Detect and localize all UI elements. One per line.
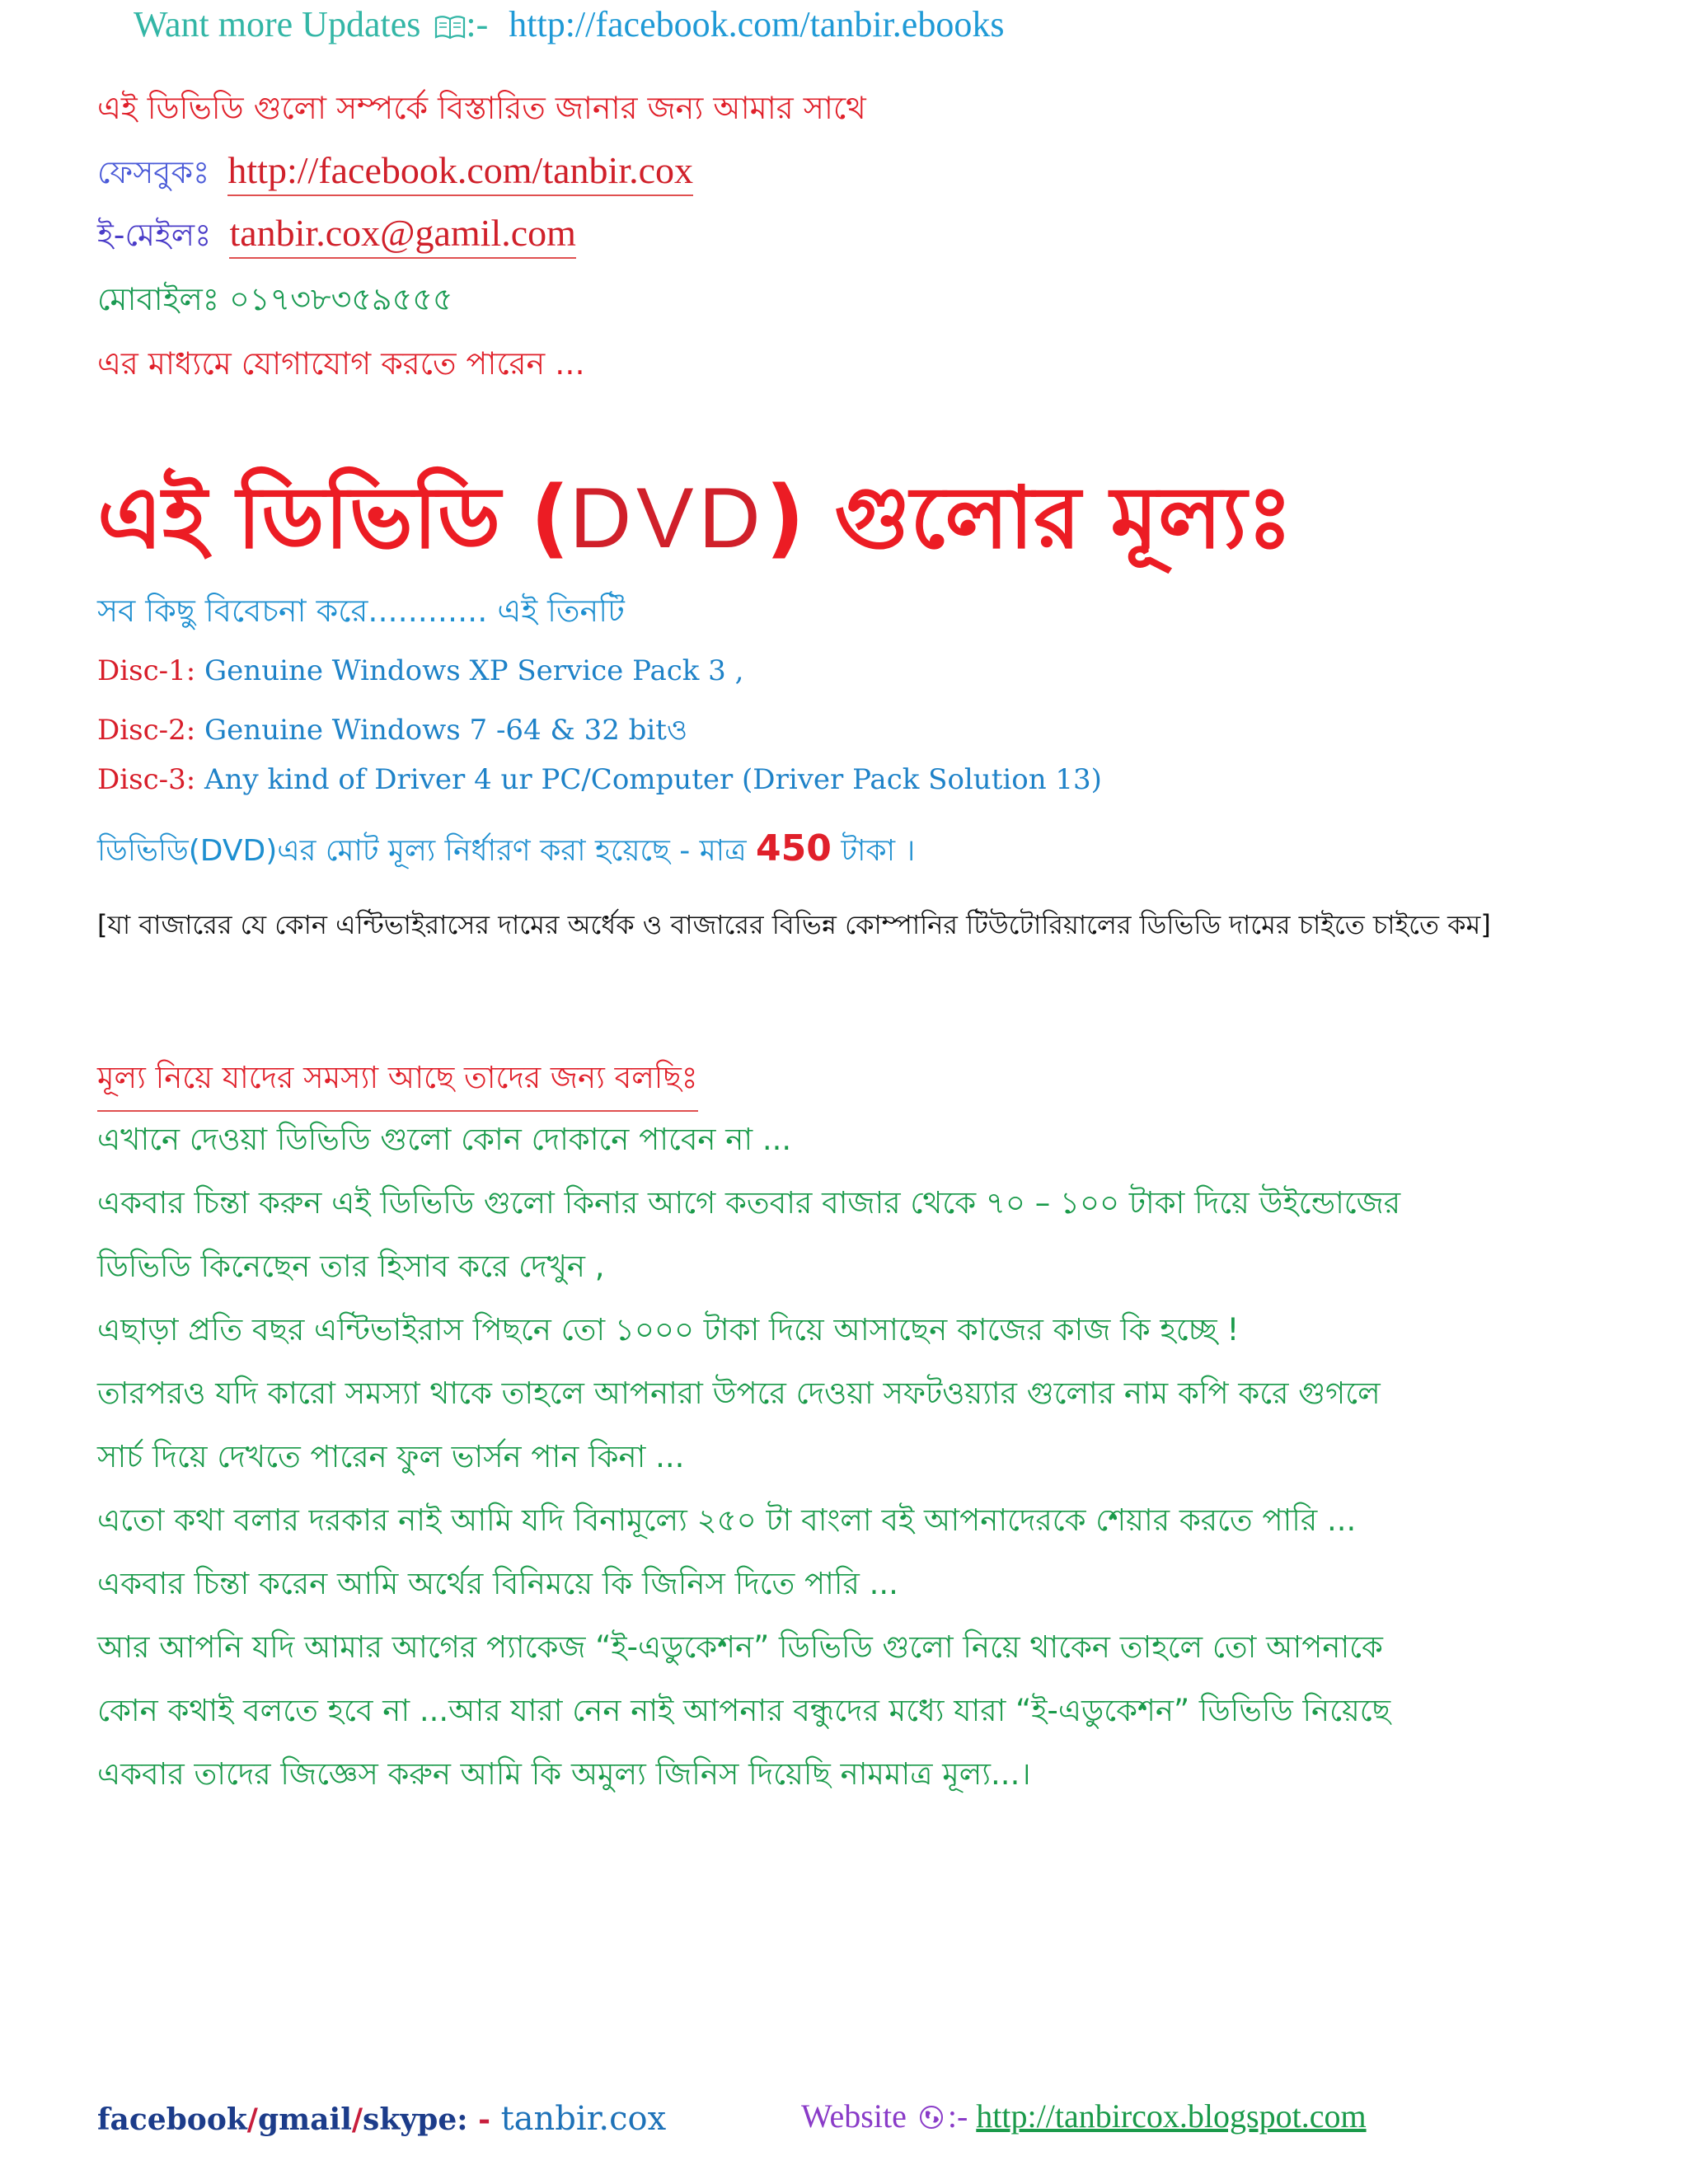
website-separator: :- (947, 2097, 968, 2135)
top-banner (134, 3, 1004, 45)
disc-item (97, 763, 1102, 796)
body-line: সার্চ দিয়ে দেখতে পারেন ফুল ভার্সন পান কিনা ... (97, 1439, 685, 1474)
disc-text: Genuine Windows XP Service Pack 3 , (204, 654, 744, 687)
problem-heading: মূল্য নিয়ে যাদের সমস্যা আছে তাদের জন্য বলছিঃ (97, 1053, 698, 1112)
updates-link[interactable]: http://facebook.com/tanbir.ebooks (509, 4, 1005, 45)
website-link[interactable]: http://tanbircox.blogspot.com (976, 2097, 1367, 2135)
body-line: এছাড়া প্রতি বছর এন্টিভাইরাস পিছনে তো ১০০০ টাকা দিয়ে আসাছেন কাজের কাজ কি হচ্ছে ! (97, 1312, 1240, 1347)
contact-mobile: মোবাইলঃ ০১৭৩৮৩৫৯৫৫৫ (97, 281, 453, 317)
updates-separator: :- (466, 4, 489, 45)
price-before: ডিভিডি(DVD)এর মোট মূল্য নির্ধারণ করা হয়েছে - মাত্র (97, 834, 747, 868)
body-line: আর আপনি যদি আমার আগের প্যাকেজ “ই-এডুকেশন” ডিভিডি গুলো নিয়ে থাকেন তাহলে তো আপনাকে (97, 1629, 1383, 1665)
updates-prefix: Want more Updates (134, 4, 421, 45)
disc-label: Disc-2: (97, 714, 196, 747)
footer-website (801, 2097, 1367, 2135)
globe-icon (918, 2100, 945, 2126)
footer-social (97, 2100, 666, 2138)
footer-facebook: facebook (97, 2102, 247, 2137)
body-line: একবার চিন্তা করেন আমি অর্থের বিনিময়ে কি জিনিস দিতে পারি ... (97, 1566, 898, 1601)
facebook-label: ফেসবুকঃ (97, 154, 210, 190)
body-line: ডিভিডি কিনেছেন তার হিসাব করে দেখুন , (97, 1249, 605, 1284)
contact-email-row (97, 211, 576, 264)
disc-item (97, 709, 687, 756)
body-line: এখানে দেওয়া ডিভিডি গুলো কোন দোকানে পাবেন না ... (97, 1122, 792, 1157)
footer-slash: / (246, 2102, 258, 2137)
disc-label: Disc-3: (97, 763, 196, 796)
contact-outro: এর মাধ্যমে যোগাযোগ করতে পারেন ... (97, 345, 585, 382)
footer-handle: tanbir.cox (500, 2100, 667, 2138)
footer-skype: skype: (363, 2102, 468, 2137)
footer-slash: / (351, 2102, 363, 2137)
body-line: একবার তাদের জিজ্ঞেস করুন আমি কি অমুল্য জিনিস দিয়েছি নামমাত্র মূল্য...। (97, 1756, 1031, 1792)
consider-line: সব কিছু বিবেচনা করে............ এই তিনটি (97, 593, 625, 629)
disc-text: Genuine Windows 7 -64 & 32 bitও (204, 714, 687, 747)
body-line: তারপরও যদি কারো সমস্যা থাকে তাহলে আপনারা উপরে দেওয়া সফটওয়্যার গুলোর নাম কপি করে গুগলে (97, 1376, 1381, 1411)
body-text (97, 1108, 1614, 1806)
price-line (97, 827, 915, 878)
footer-gmail: gmail (257, 2102, 352, 2137)
email-label: ই-মেইলঃ (97, 217, 212, 253)
facebook-link[interactable]: http://facebook.com/tanbir.cox (227, 149, 693, 196)
contact-facebook-row (97, 148, 693, 201)
title-part-1: এই ডিভিডি ( (97, 467, 570, 568)
price-amount: 450 (756, 827, 832, 869)
page-title (97, 452, 1292, 595)
price-after: টাকা । (841, 834, 916, 868)
disc-text: Any kind of Driver 4 ur PC/Computer (Driver Pack Solution 13) (204, 763, 1102, 796)
price-note: [যা বাজারের যে কোন এন্টিভাইরাসের দামের অর্ধেক ও বাজারের বিভিন্ন কোম্পানির টিউটোরিয়ালের ডিভিডি দামের চাইতে চাইতে কম] (97, 909, 1491, 940)
body-line: এতো কথা বলার দরকার নাই আমি যদি বিনামূল্যে ২৫০ টা বাংলা বই আপনাদেরকে শেয়ার করতে পারি ... (97, 1502, 1357, 1538)
disc-item (97, 654, 743, 687)
email-link[interactable]: tanbir.cox@gamil.com (229, 212, 576, 259)
title-dvd: DVD (570, 471, 766, 566)
disc-label: Disc-1: (97, 654, 196, 687)
title-part-2: ) গুলোর মূল্যঃ (765, 467, 1293, 568)
body-line: একবার চিন্তা করুন এই ডিভিডি গুলো কিনার আগে কতবার বাজার থেকে ৭০ – ১০০ টাকা দিয়ে উইন্ডোজের (97, 1185, 1401, 1221)
book-icon (434, 7, 466, 31)
website-label: Website (801, 2097, 907, 2135)
contact-intro: এই ডিভিডি গুলো সম্পর্কে বিস্তারিত জানার জন্য আমার সাথে (97, 90, 866, 126)
body-line: কোন কথাই বলতে হবে না ...আর যারা নেন নাই আপনার বন্ধুদের মধ্যে যারা “ই-এডুকেশন” ডিভিডি নিয়েছে (97, 1693, 1391, 1728)
footer-dash: - (467, 2102, 501, 2137)
